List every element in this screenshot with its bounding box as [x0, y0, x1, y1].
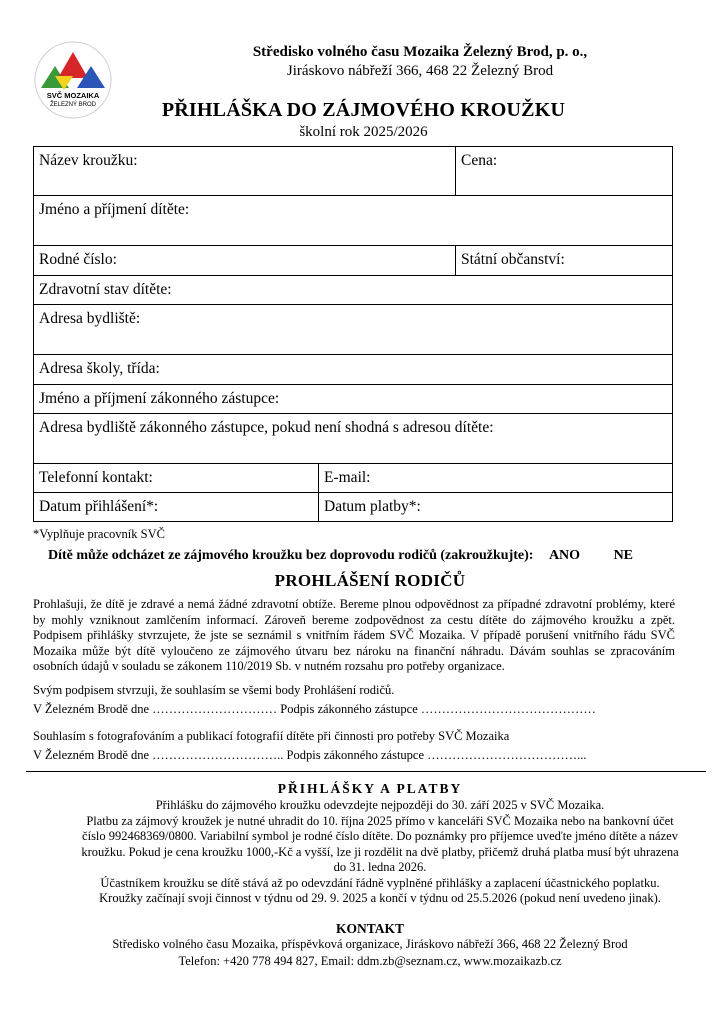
health-status-field[interactable]: Zdravotní stav dítěte:: [39, 281, 172, 298]
declaration-agree: Svým podpisem stvrzuji, že souhlasím se všemi body Prohlášení rodičů.: [33, 683, 395, 697]
signature-line-1[interactable]: V Železném Brodě dne ………………………… Podpis zákonného zástupce ……………………………………: [33, 702, 596, 716]
application-form: [33, 146, 673, 522]
contact-line-1: Středisko volného času Mozaika, příspěvková organizace, Jiráskovo nábřeží 366, 468 22 Železný Brod: [112, 937, 628, 951]
walk-home-no-option[interactable]: NE: [613, 548, 634, 563]
payments-paragraph-1: Přihlášku do zájmového kroužku odevzdejte nejpozději do 30. září 2025 v SVČ Mozaika.: [155, 798, 605, 812]
signature-line-2[interactable]: V Železném Brodě dne ………………………….. Podpis zákonného zástupce ………………………………...: [33, 748, 587, 762]
logo-text-2: ŽELEZNÝ BROD: [49, 102, 97, 108]
guardian-name-field[interactable]: Jméno a příjmení zákonného zástupce:: [39, 390, 280, 407]
logo-text-1: SVČ MOZAIKA: [46, 91, 100, 100]
address-field[interactable]: Adresa bydliště:: [39, 310, 141, 327]
payments-paragraph-4: Kroužky začínají svoji činnost v týdnu od 29. 9. 2025 a končí v týdnu od 25.5.2026 (pokud není uvedeno jinak).: [99, 891, 661, 905]
price-field[interactable]: Cena:: [455, 147, 672, 195]
form-row-contact: [33, 464, 673, 493]
application-date-field[interactable]: Datum přihlášení*:: [39, 498, 159, 515]
club-name-field[interactable]: Název kroužku:: [39, 152, 138, 169]
contact-line-2: Telefon: +420 778 494 827, Email: ddm.zb@seznam.cz, www.mozaikazb.cz: [178, 954, 562, 968]
page-title: PŘIHLÁŠKA DO ZÁJMOVÉHO KROUŽKU: [161, 99, 566, 121]
form-row-dates: [33, 493, 673, 522]
form-row-birth: [33, 246, 673, 276]
citizenship-field[interactable]: Státní občanství:: [455, 246, 672, 275]
organization-name: Středisko volného času Mozaika Železný Brod, p. o.,: [252, 44, 588, 60]
payments-text: [80, 798, 680, 907]
guardian-address-field[interactable]: Adresa bydliště zákonného zástupce, pokud není shodná s adresou dítěte:: [39, 419, 494, 436]
organization-address: Jiráskovo nábřeží 366, 468 22 Železný Brod: [286, 63, 554, 79]
section-divider: [26, 771, 706, 772]
photo-consent: Souhlasím s fotografováním a publikací fotografií dítěte při činnosti pro potřeby SVČ Mozaika: [33, 729, 510, 743]
school-year: školní rok 2025/2026: [299, 124, 428, 140]
payments-title: PŘIHLÁŠKY A PLATBY: [277, 781, 463, 796]
walk-home-text: Dítě může odcházet ze zájmového kroužku bez doprovodu rodičů (zakroužkujte):: [48, 548, 534, 563]
school-field[interactable]: Adresa školy, třída:: [39, 360, 160, 377]
child-name-field[interactable]: Jméno a příjmení dítěte:: [39, 201, 190, 218]
declaration-text: Prohlašuji, že dítě je zdravé a nemá žádné zdravotní obtíže. Bereme plnou odpovědnost za případné zdravotní problémy, které by mohly vzniknout zamlčením informací. Zároveň bereme zodpovědnost za cestu dítěte do zájmového kroužku a zpět. Podpisem přihlášky stvrzujete, že jste se seznámil s vnitřním řádem SVČ Mozaika. V případě porušení vnitřního řádu SVČ Mozaika může být dítě vyloučeno ze zájmového útvaru bez nároku na finanční náhradu. Dávám souhlas se zpracováním osobních údajů v souladu se zákonem 110/2019 Sb. v nutném rozsahu pro potřeby organizace.: [33, 597, 675, 674]
walk-home-yes-option[interactable]: ANO: [548, 548, 581, 563]
form-row-club: [33, 146, 673, 196]
form-row-guardian: [33, 385, 673, 414]
form-row-child-name: [33, 196, 673, 246]
payments-paragraph-2: Platbu za zájmový kroužek je nutné uhradit do 10. října 2025 přímo v kanceláři SVČ Mozaika nebo na bankovní účet číslo 992468369/0800. Variabilní symbol je rodné číslo dítěte. Do poznámky pro příjemce uveďte jméno dítěte a název kroužku. Pokud je cena kroužku 1000,-Kč a vyšší, lze ji rozdělit na dvě platby, přičemž druhá platba musí být uhrazena do 31. ledna 2026.: [81, 813, 679, 874]
contact-title: KONTAKT: [335, 921, 404, 936]
phone-field[interactable]: Telefonní kontakt:: [39, 469, 153, 486]
form-row-address: [33, 305, 673, 355]
form-row-school: [33, 355, 673, 385]
payments-paragraph-3: Účastníkem kroužku se dítě stává až po odevzdání řádně vyplněné přihlášky a zaplacení účastnického poplatku.: [100, 875, 660, 890]
staff-note: *Vyplňuje pracovník SVČ: [33, 527, 165, 541]
form-row-health: [33, 276, 673, 305]
walk-home-question: [48, 548, 633, 564]
form-row-guardian-address: [33, 414, 673, 464]
declaration-title: PROHLÁŠENÍ RODIČŮ: [274, 571, 466, 590]
birth-number-field[interactable]: Rodné číslo:: [39, 251, 117, 268]
payment-date-field[interactable]: Datum platby*:: [318, 493, 672, 521]
email-field[interactable]: E-mail:: [318, 464, 672, 492]
